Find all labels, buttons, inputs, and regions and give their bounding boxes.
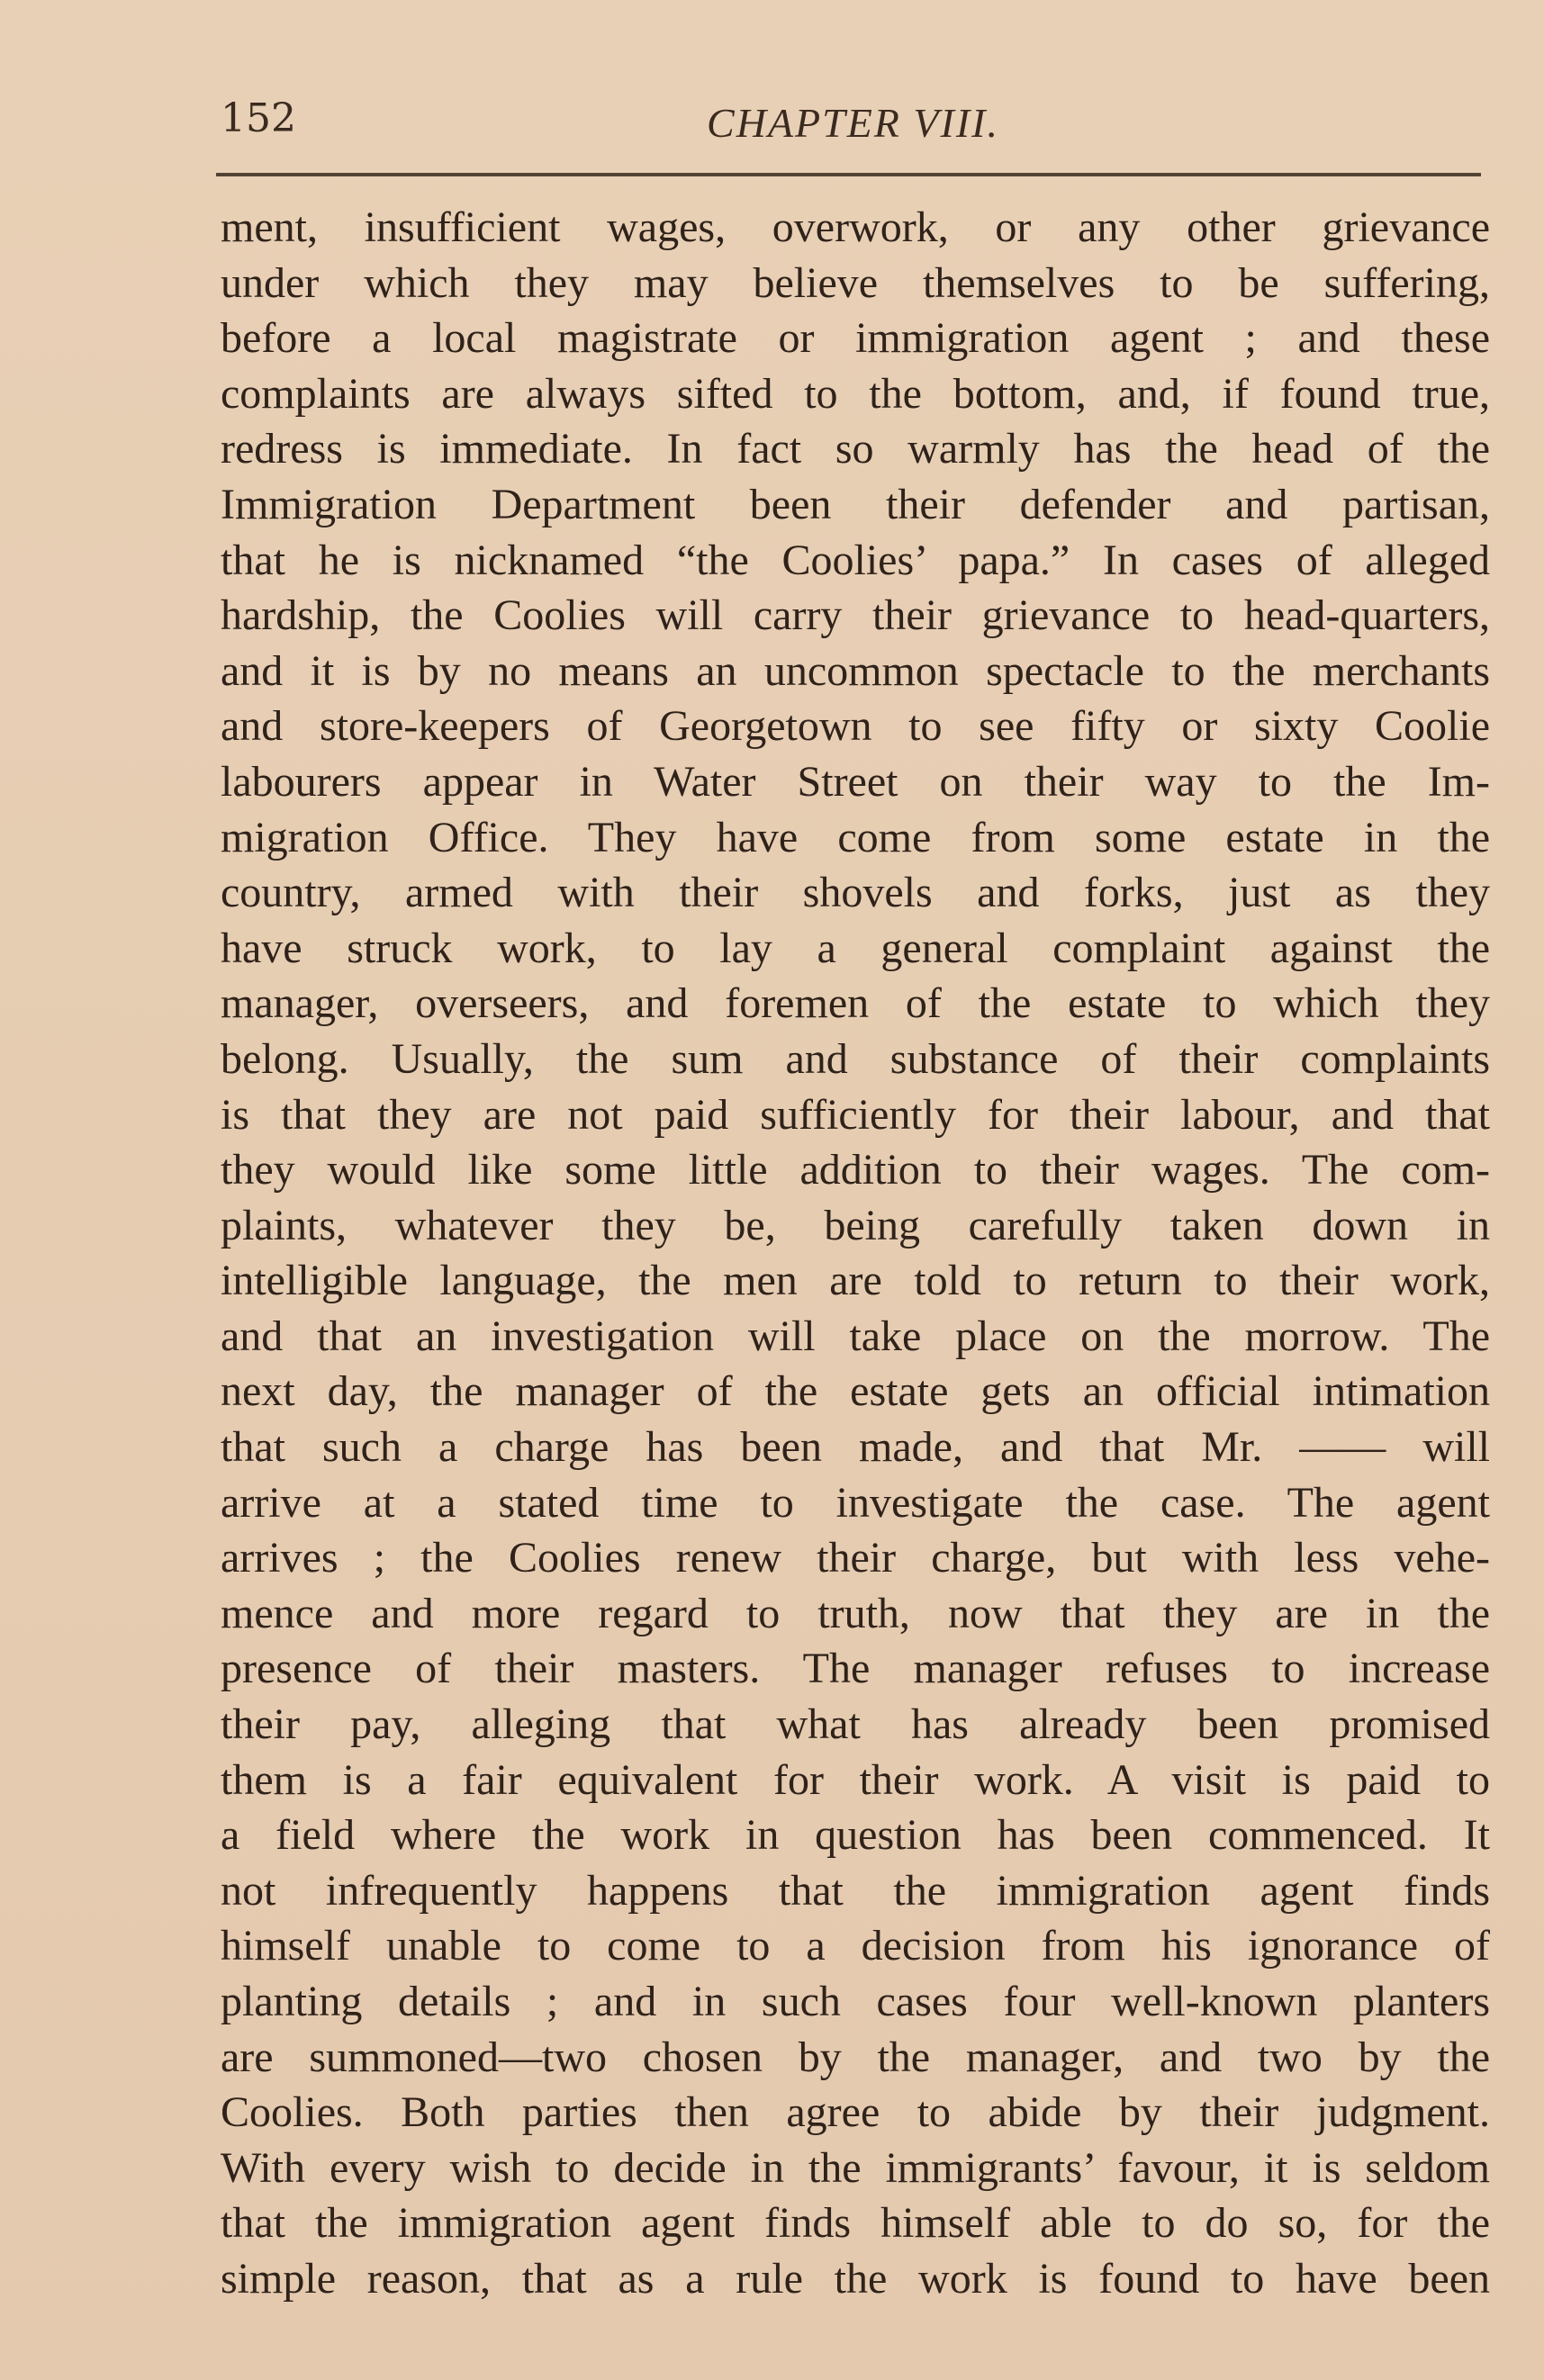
text-line: and store-keepers of Georgetown to see fifty or sixty Coolie — [221, 702, 1490, 751]
text-line: not infrequently happens that the immigration agent finds — [221, 1866, 1490, 1915]
text-line: and that an investigation will take place on the morrow. The — [221, 1312, 1490, 1360]
text-line: belong. Usually, the sum and substance of their complaints — [221, 1034, 1490, 1083]
text-line: presence of their masters. The manager refuses to increase — [221, 1645, 1490, 1693]
text-line: are summoned—two chosen by the manager, and two by the — [221, 2033, 1490, 2081]
text-line: ment, insufficient wages, overwork, or any other grievance — [221, 203, 1490, 251]
text-line: country, armed with their shovels and forks, just as they — [221, 869, 1490, 917]
text-line: simple reason, that as a rule the work is found to have been — [221, 2254, 1490, 2303]
text-line: before a local magistrate or immigration agent ; and these — [221, 314, 1490, 363]
text-line: Coolies. Both parties then agree to abide by their judgment. — [221, 2088, 1490, 2137]
text-line: under which they may believe themselves to be suffering, — [221, 258, 1490, 307]
body-text — [221, 200, 1490, 2307]
text-line: planting details ; and in such cases four well-known planters — [221, 1978, 1490, 2025]
text-line: that the immigration agent finds himself able to do so, for the — [221, 2199, 1490, 2248]
text-line: that such a charge has been made, and that Mr. —— will — [221, 1423, 1490, 1472]
text-line: them is a fair equivalent for their work. A visit is paid to — [221, 1755, 1490, 1804]
text-line: redress is immediate. In fact so warmly has the head of the — [221, 425, 1490, 473]
text-line: have struck work, to lay a general complaint against the — [221, 924, 1490, 972]
text-line: intelligible language, the men are told to return to their work, — [221, 1257, 1490, 1305]
text-line: manager, overseers, and foremen of the estate to which they — [221, 979, 1490, 1028]
text-line: labourers appear in Water Street on their way to the Im- — [221, 757, 1490, 806]
header-rule — [216, 173, 1481, 176]
text-line: migration Office. They have come from some estate in the — [221, 813, 1490, 861]
text-line: is that they are not paid sufficiently for their labour, and that — [221, 1090, 1490, 1139]
text-line: hardship, the Coolies will carry their grievance to head-quarters, — [221, 591, 1490, 640]
text-line: Immigration Department been their defender and partisan, — [221, 480, 1490, 528]
text-line: a field where the work in question has been commenced. It — [221, 1811, 1490, 1860]
text-line: arrives ; the Coolies renew their charge, but with less vehe- — [221, 1534, 1490, 1582]
text-line: arrive at a stated time to investigate the case. The agent — [221, 1478, 1490, 1527]
text-line: mence and more regard to truth, now that they are in the — [221, 1589, 1490, 1637]
text-line: complaints are always sifted to the bottom, and, if found true, — [221, 369, 1490, 418]
page-number: 152 — [221, 95, 296, 141]
text-line: that he is nicknamed “the Coolies’ papa.” In cases of alleged — [221, 536, 1490, 584]
text-line: next day, the manager of the estate gets an official intimation — [221, 1367, 1490, 1416]
text-line: himself unable to come to a decision from his ignorance of — [221, 1922, 1490, 1970]
text-line: their pay, alleging that what has already been promised — [221, 1700, 1490, 1749]
text-line: and it is by no means an uncommon spectacle to the merchants — [221, 646, 1490, 695]
text-line: With every wish to decide in the immigrants’ favour, it is seldom — [221, 2143, 1490, 2192]
page-header — [221, 90, 1485, 162]
running-head: CHAPTER VIII. — [707, 100, 999, 146]
text-line: they would like some little addition to their wages. The com- — [221, 1146, 1490, 1195]
text-line: plaints, whatever they be, being carefully taken down in — [221, 1201, 1490, 1249]
